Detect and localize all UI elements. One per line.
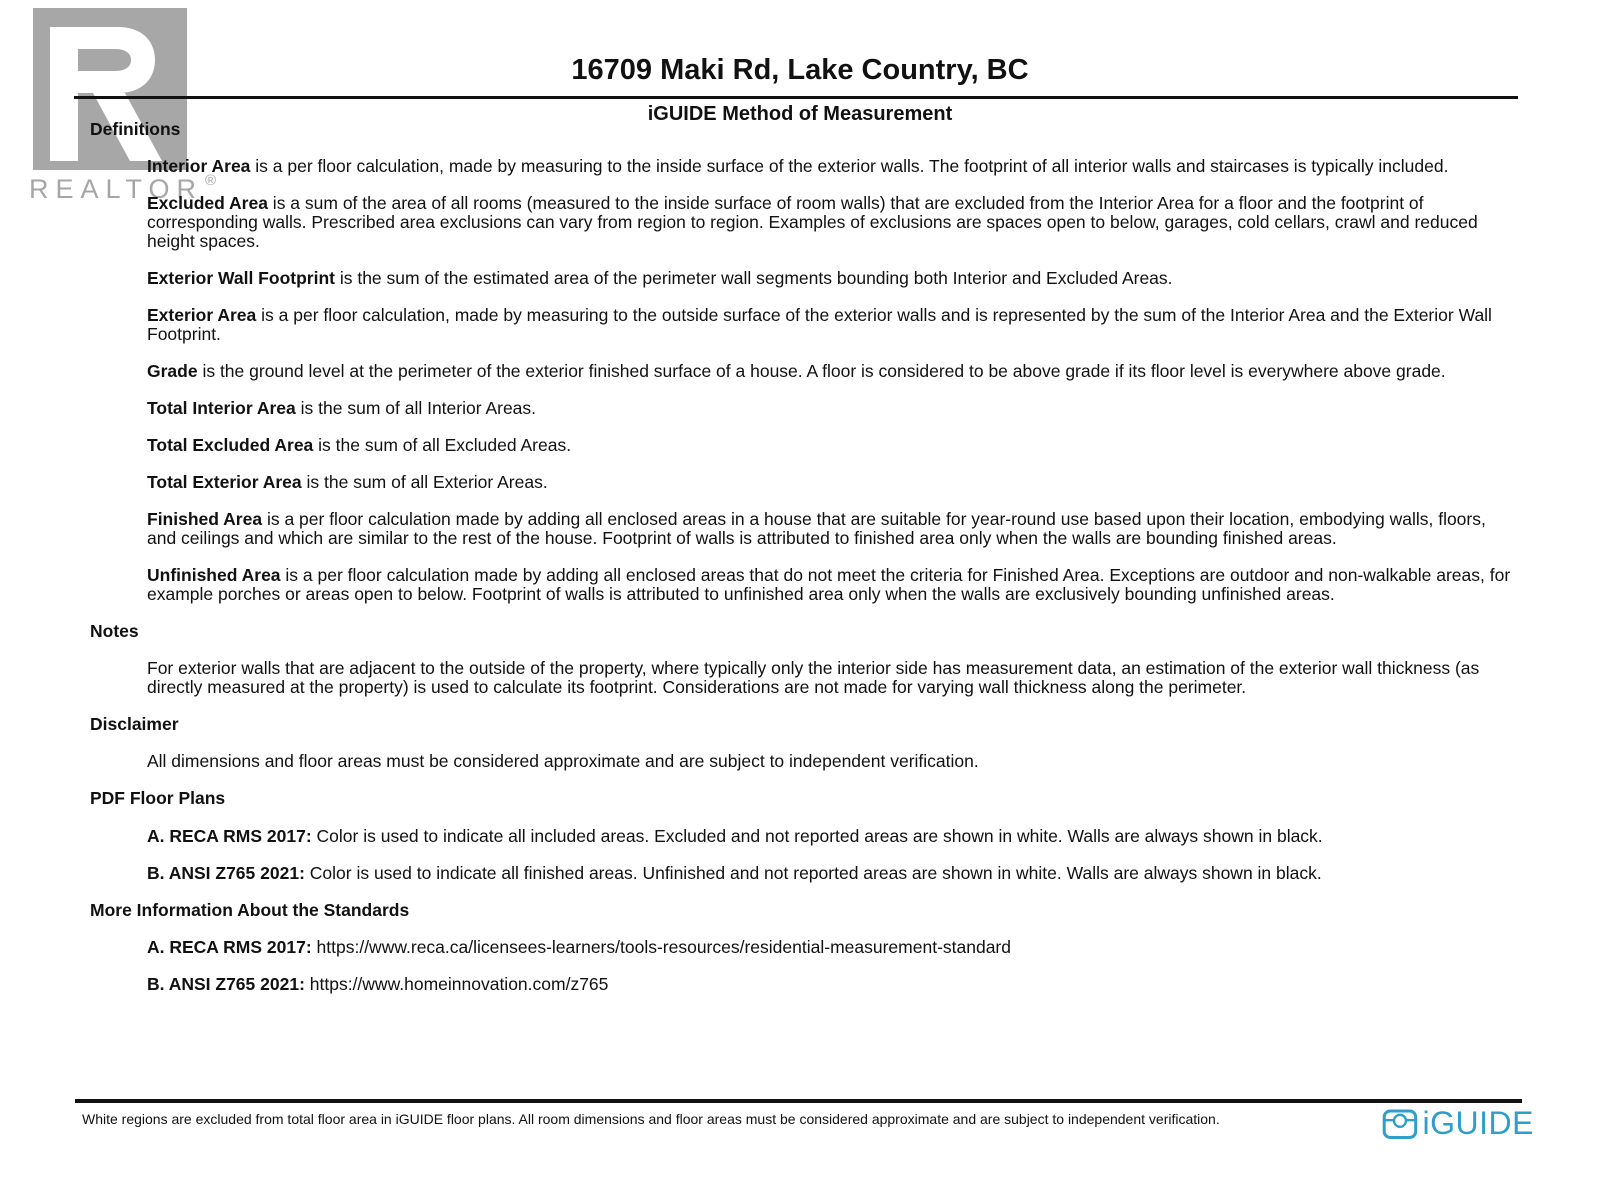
definitions-heading: Definitions <box>90 119 181 139</box>
notes-heading: Notes <box>90 621 139 642</box>
standard-text: Color is used to indicate all included areas. Excluded and not reported areas are shown in white. Walls are always shown in black. <box>311 825 1323 846</box>
realtor-wordmark: REALTOR <box>29 174 204 204</box>
title-rule <box>74 96 1518 99</box>
standard-label: A. RECA RMS 2017: <box>147 825 312 846</box>
disclaimer-heading: Disclaimer <box>90 714 179 734</box>
more-information-item-reca <box>147 938 1512 957</box>
definition-interior-area <box>147 157 1512 176</box>
definition-term: Finished Area <box>147 509 263 530</box>
definition-finished-area <box>147 510 1512 547</box>
definition-total-excluded-area <box>147 436 1512 455</box>
pdf-floor-plans-item-reca <box>147 827 1512 846</box>
pdf-floor-plans-heading: PDF Floor Plans <box>90 788 226 809</box>
standard-text: Color is used to indicate all finished areas. Unfinished and not reported areas are shown in white. Walls are always shown in black. <box>304 862 1322 883</box>
pdf-floor-plans-item-ansi <box>147 864 1512 883</box>
definition-text: is the sum of all Excluded Areas. <box>313 435 572 456</box>
definition-text: is a per floor calculation made by adding all enclosed areas in a house that are suitable for year-round use based upon their location, embodying walls, floors, and ceilings and which are similar to the rest of the house. Footprint of walls is attributed to finished area only when the walls are bounding finished areas. <box>147 509 1486 549</box>
definition-text: is the sum of the estimated area of the perimeter wall segments bounding both Interior and Excluded Areas. <box>334 267 1173 288</box>
definition-term: Total Excluded Area <box>147 435 314 456</box>
document-body <box>90 120 1512 1013</box>
definition-exterior-wall-footprint <box>147 269 1512 288</box>
notes-paragraph: For exterior walls that are adjacent to the outside of the property, where typically only the interior side has measurement data, an estimation of the exterior wall thickness (as directly measured at the property) is used to calculate its footprint. Considerations are not made for varying wall thickness along the perimeter. <box>147 658 1480 697</box>
definition-text: is the sum of all Interior Areas. <box>295 397 537 418</box>
definition-exterior-area <box>147 306 1512 343</box>
definition-term: Total Exterior Area <box>147 472 302 493</box>
page-title: 16709 Maki Rd, Lake Country, BC <box>571 54 1029 86</box>
more-information-item-ansi <box>147 975 1512 994</box>
definition-text: is a sum of the area of all rooms (measured to the inside surface of room walls) that are excluded from the Interior Area for a floor and the footprint of corresponding walls. Prescribed area exclusions can vary from region to region. Examples of exclusions are spaces open to below, garages, cold cellars, crawl and reduced height spaces. <box>147 193 1478 251</box>
definition-unfinished-area <box>147 566 1512 603</box>
iguide-camera-icon <box>1382 1107 1418 1140</box>
definition-text: is a per floor calculation, made by measuring to the outside surface of the exterior walls and is represented by the sum of the Interior Area and the Exterior Wall Footprint. <box>147 304 1492 344</box>
definition-term: Excluded Area <box>147 193 268 214</box>
definition-term: Exterior Area <box>147 304 257 325</box>
standard-label: B. ANSI Z765 2021: <box>147 862 305 883</box>
iguide-logo <box>1382 1105 1534 1141</box>
definition-text: is a per floor calculation, made by measuring to the inside surface of the exterior walls. The footprint of all interior walls and staircases is typically included. <box>250 156 1449 177</box>
standard-label: B. ANSI Z765 2021: <box>147 974 305 995</box>
footer-rule <box>75 1099 1522 1103</box>
more-information-heading: More Information About the Standards <box>90 899 410 920</box>
definition-text: is a per floor calculation made by adding all enclosed areas that do not meet the criteria for Finished Area. Exceptions are outdoor and non-walkable areas, for example porches or areas open to below. Footprint of walls is attributed to unfinished area only when the walls are exclusively bounding unfinished areas. <box>147 565 1511 604</box>
definition-term: Total Interior Area <box>147 397 296 418</box>
definition-total-exterior-area <box>147 473 1512 492</box>
reca-url[interactable]: https://www.reca.ca/licensees-learners/tools-resources/residential-measurement-standard <box>311 937 1011 958</box>
standard-label: A. RECA RMS 2017: <box>147 937 312 958</box>
iguide-brand-text: iGUIDE <box>1422 1105 1534 1141</box>
definition-text: is the ground level at the perimeter of the exterior finished surface of a house. A floor is considered to be above grade if its floor level is everywhere above grade. <box>197 360 1446 381</box>
registered-trademark-icon: ® <box>205 172 217 189</box>
definition-text: is the sum of all Exterior Areas. <box>301 472 548 493</box>
definition-grade <box>147 362 1512 381</box>
ansi-url[interactable]: https://www.homeinnovation.com/z765 <box>304 974 609 995</box>
disclaimer-paragraph: All dimensions and floor areas must be considered approximate and are subject to independent verification. <box>147 751 979 772</box>
definition-term: Interior Area <box>147 156 251 177</box>
definition-term: Exterior Wall Footprint <box>147 267 335 288</box>
page-subtitle: iGUIDE Method of Measurement <box>647 103 953 125</box>
footer-disclaimer: White regions are excluded from total floor area in iGUIDE floor plans. All room dimensions and floor areas must be considered approximate and are subject to independent verification. <box>82 1111 1220 1127</box>
definition-term: Unfinished Area <box>147 565 281 586</box>
definition-excluded-area <box>147 194 1512 250</box>
definition-total-interior-area <box>147 399 1512 418</box>
definition-term: Grade <box>147 360 198 381</box>
